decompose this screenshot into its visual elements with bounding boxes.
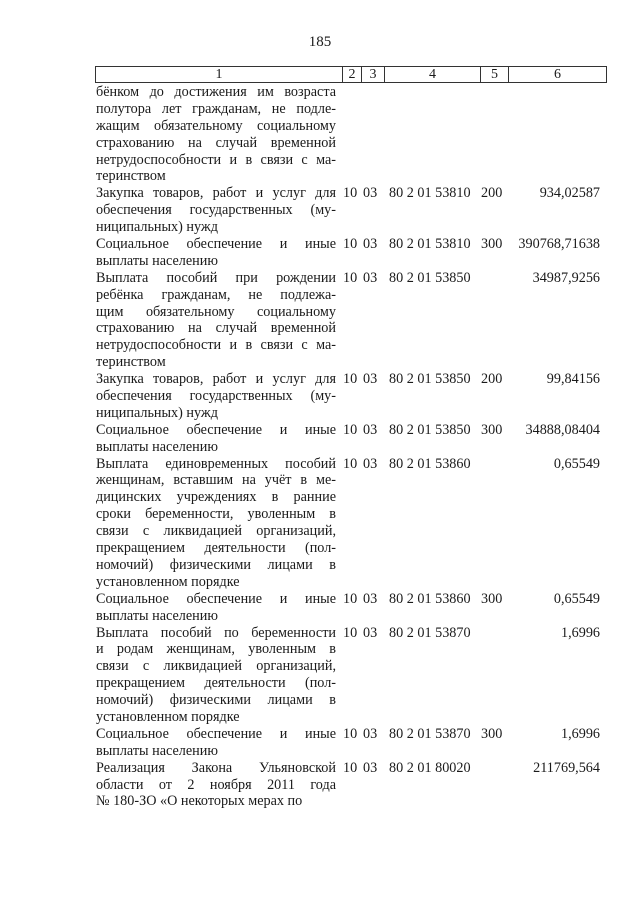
cell-c2: 10 — [343, 269, 358, 286]
cell-c2: 10 — [343, 185, 358, 202]
cell-c6: 99,84156 — [546, 371, 600, 388]
row-description — [96, 625, 336, 726]
page-number: 185 — [308, 34, 332, 50]
row-description — [96, 422, 336, 456]
table-row — [0, 422, 640, 456]
description-line: и родам женщинам, уволенным в — [96, 641, 336, 658]
description-line: щим обязательному социальному — [96, 303, 336, 320]
table-row — [0, 236, 640, 270]
cell-c5: 200 — [481, 371, 503, 388]
row-description — [96, 185, 336, 236]
description-line: связи с ликвидацией организаций, — [96, 523, 336, 540]
table-row — [0, 760, 640, 811]
row-description — [96, 591, 336, 625]
description-line: нетрудоспособности и в связи с ма- — [96, 337, 336, 354]
description-line: Социальное обеспечение и иные — [96, 236, 336, 253]
cell-c3: 03 — [363, 624, 378, 641]
row-description — [96, 270, 336, 371]
column-header-5: 5 — [491, 67, 498, 82]
description-line: теринством — [96, 168, 166, 185]
description-line: дицинских учреждениях в ранние — [96, 489, 336, 506]
table-row — [0, 726, 640, 760]
cell-c3: 03 — [363, 269, 378, 286]
cell-c4: 80 2 01 53850 — [389, 421, 471, 438]
cell-c3: 03 — [363, 725, 378, 742]
cell-c2: 10 — [343, 455, 358, 472]
row-description — [96, 371, 336, 422]
description-line: страхованию на случай временной — [96, 320, 336, 337]
description-line: Социальное обеспечение и иные — [96, 725, 336, 742]
description-line: ребёнка гражданам, не подлежа- — [96, 286, 336, 303]
column-header-6: 6 — [554, 67, 561, 82]
description-line: Выплата пособий по беременности — [96, 624, 336, 641]
description-line: области от 2 ноября 2011 года — [96, 776, 336, 793]
cell-c4: 80 2 01 53870 — [389, 725, 471, 742]
row-description — [96, 760, 336, 811]
description-line: обеспечения государственных (му- — [96, 202, 336, 219]
cell-c2: 10 — [343, 371, 358, 388]
description-line: выплаты населению — [96, 607, 218, 624]
table-row — [0, 270, 640, 371]
description-line: жащим обязательному социальному — [96, 117, 336, 134]
cell-c6: 1,6996 — [560, 624, 600, 641]
cell-c4: 80 2 01 53860 — [389, 590, 471, 607]
cell-c2: 10 — [343, 725, 358, 742]
cell-c5: 300 — [481, 421, 503, 438]
description-line: обеспечения государственных (му- — [96, 388, 336, 405]
table-body — [0, 84, 640, 810]
cell-c3: 03 — [363, 421, 378, 438]
cell-c3: 03 — [363, 236, 378, 253]
description-line: выплаты населению — [96, 438, 218, 455]
cell-c3: 03 — [363, 371, 378, 388]
row-description — [96, 84, 336, 185]
description-line: Социальное обеспечение и иные — [96, 590, 336, 607]
cell-c2: 10 — [343, 421, 358, 438]
table-row — [0, 591, 640, 625]
cell-c3: 03 — [363, 590, 378, 607]
table-row — [0, 456, 640, 591]
column-header-4: 4 — [429, 67, 436, 82]
cell-c2: 10 — [343, 236, 358, 253]
description-line: ниципальных) нужд — [96, 219, 218, 236]
table-row — [0, 371, 640, 422]
cell-c2: 10 — [343, 624, 358, 641]
table-row — [0, 185, 640, 236]
description-line: Выплата единовременных пособий — [96, 455, 336, 472]
row-description — [96, 236, 336, 270]
cell-c3: 03 — [363, 759, 378, 776]
cell-c4: 80 2 01 53850 — [389, 371, 471, 388]
description-line: № 180-ЗО «О некоторых мерах по — [96, 793, 303, 810]
description-line: Закупка товаров, работ и услуг для — [96, 185, 336, 202]
column-header-3: 3 — [369, 67, 377, 82]
cell-c4: 80 2 01 53810 — [389, 236, 471, 253]
description-line: номочий) физическими лицами в — [96, 556, 336, 573]
description-line: выплаты населению — [96, 742, 218, 759]
description-line: Закупка товаров, работ и услуг для — [96, 371, 336, 388]
table-row — [0, 625, 640, 726]
cell-c2: 10 — [343, 759, 358, 776]
cell-c5: 300 — [481, 590, 503, 607]
description-line: Реализация Закона Ульяновской — [96, 759, 336, 776]
cell-c5: 200 — [481, 185, 503, 202]
description-line: нетрудоспособности и в связи с ма- — [96, 151, 336, 168]
cell-c4: 80 2 01 80020 — [389, 759, 471, 776]
cell-c6: 1,6996 — [560, 725, 600, 742]
table-row — [0, 84, 640, 185]
description-line: установленном порядке — [96, 573, 240, 590]
cell-c6: 34888,08404 — [525, 421, 600, 438]
cell-c4: 80 2 01 53810 — [389, 185, 471, 202]
description-line: сроки беременности, уволенным в — [96, 506, 336, 523]
description-line: страхованию на случай временной — [96, 134, 336, 151]
cell-c4: 80 2 01 53870 — [389, 624, 471, 641]
cell-c6: 0,65549 — [553, 455, 600, 472]
cell-c3: 03 — [363, 455, 378, 472]
description-line: теринством — [96, 354, 166, 371]
cell-c5: 300 — [481, 236, 503, 253]
cell-c6: 934,02587 — [539, 185, 600, 202]
column-header-1: 1 — [215, 67, 223, 82]
description-line: выплаты населению — [96, 252, 218, 269]
description-line: прекращением деятельности (пол- — [96, 675, 336, 692]
description-line: бёнком до достижения им возраста — [96, 84, 336, 100]
cell-c6: 34987,9256 — [532, 269, 600, 286]
description-line: Социальное обеспечение и иные — [96, 421, 336, 438]
description-line: прекращением деятельности (пол- — [96, 540, 336, 557]
description-line: полутора лет гражданам, не подле- — [96, 100, 336, 117]
description-line: связи с ликвидацией организаций, — [96, 658, 336, 675]
description-line: Выплата пособий при рождении — [96, 269, 336, 286]
table-header — [95, 66, 607, 83]
row-description — [96, 456, 336, 591]
cell-c6: 211769,564 — [533, 759, 600, 776]
cell-c3: 03 — [363, 185, 378, 202]
description-line: женщинам, вставшим на учёт в ме- — [96, 472, 336, 489]
row-description — [96, 726, 336, 760]
cell-c4: 80 2 01 53850 — [389, 269, 471, 286]
column-header-2: 2 — [348, 67, 356, 82]
cell-c4: 80 2 01 53860 — [389, 455, 471, 472]
cell-c5: 300 — [481, 725, 503, 742]
description-line: ниципальных) нужд — [96, 404, 218, 421]
description-line: номочий) физическими лицами в — [96, 692, 336, 709]
description-line: установленном порядке — [96, 708, 240, 725]
cell-c2: 10 — [343, 590, 358, 607]
cell-c6: 0,65549 — [553, 590, 600, 607]
cell-c6: 390768,71638 — [518, 236, 600, 253]
